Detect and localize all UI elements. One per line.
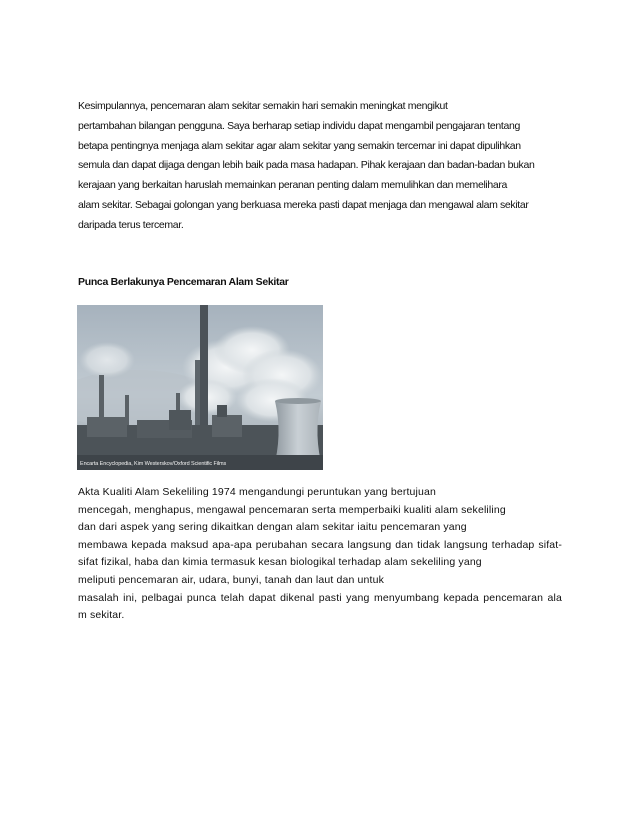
paragraph-line: meliputi pencemaran air, udara, bunyi, tanah dan laut dan untuk [78,573,384,586]
pollution-photo [77,305,323,470]
paragraph-line: daripada terus tercemar. [78,218,184,231]
photo-caption: Encarta Encyclopedia, Kim Westerskov/Oxford Scientific Films [80,461,227,467]
paragraph-line: betapa pentingnya menjaga alam sekitar agar alam sekitar yang semakin tercemar ini dapat dipulihkan [78,139,521,152]
paragraph-line: kerajaan yang berkaitan haruslah memainkan peranan penting dalam memulihkan dan memelihara [78,179,508,192]
paragraph-line: alam sekitar. Sebagai golongan yang berkuasa mereka pasti dapat menjaga dan mengawal alam sekitar [78,198,529,211]
paragraph-line: m sekitar. [78,609,125,622]
paragraph-line: sifat fizikal, haba dan kimia termasuk kesan biologikal terhadap alam sekeliling yang [78,556,482,569]
paragraph-line: pertambahan bilangan pengguna. Saya berharap setiap individu dapat mengambil pengajaran tentang [78,119,520,132]
paragraph-line: Akta Kualiti Alam Sekeliling 1974 mengandungi peruntukan yang bertujuan [78,486,436,498]
paragraph-line: mencegah, menghapus, mengawal pencemaran serta memperbaiki kualiti alam sekeliling [78,503,506,516]
paragraph-line: masalah ini, pelbagai punca telah dapat dikenal pasti yang menyumbang kepada pencemaran ala [78,591,562,604]
section-heading: Punca Berlakunya Pencemaran Alam Sekitar [78,276,289,288]
paragraph-line: semula dan dapat dijaga dengan lebih baik pada masa hadapan. Pihak kerajaan dan badan-badan bukan [78,159,535,172]
act-paragraph [78,484,562,625]
conclusion-paragraph [78,97,564,236]
paragraph-line: membawa kepada maksud apa-apa perubahan secara langsung dan tidak langsung terhadap sifat- [78,538,562,551]
paragraph-line: dan dari aspek yang sering dikaitkan dengan alam sekitar iaitu pencemaran yang [78,521,467,534]
paragraph-line: Kesimpulannya, pencemaran alam sekitar semakin hari semakin meningkat mengikut [78,100,448,112]
